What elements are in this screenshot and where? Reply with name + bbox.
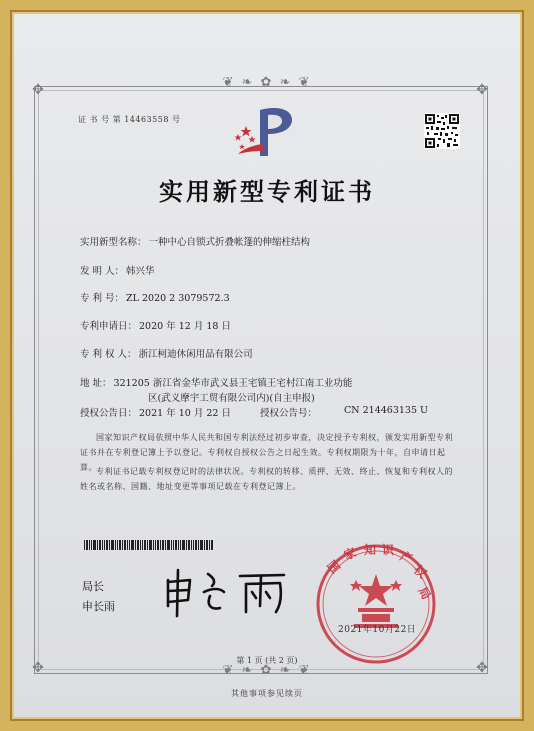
- svg-text:家: 家: [341, 545, 359, 563]
- field-patent-no-label: 专 利 号：: [80, 293, 125, 304]
- field-filing-date-value: 2020 年 12 月 18 日: [139, 321, 231, 332]
- field-holder-value: 浙江柯迪休闲用品有限公司: [138, 349, 253, 360]
- field-grant-label: 授权公告日：: [80, 408, 138, 419]
- footer-note: 其他事项参见续页: [231, 689, 303, 698]
- svg-text:国: 国: [324, 557, 344, 577]
- corner-ornament-icon: ✥: [32, 660, 44, 676]
- field-name-row: [80, 234, 310, 248]
- corner-ornament-icon: ✥: [476, 82, 488, 98]
- ornament-bottom: ❦ ❧ ✿ ❧ ❦: [222, 663, 312, 678]
- field-grant-no-value: CN 214463135 U: [344, 405, 429, 416]
- director-title-label: 局长: [82, 580, 104, 593]
- field-patent-no-value: ZL 2020 2 3079572.3: [126, 293, 230, 304]
- svg-text:识: 识: [382, 543, 395, 557]
- paragraph-legal-status: 专利证书记载专利权登记时的法律状况。专利权的转移、质押、无效、终止、恢复和专利权人的姓名或名称、国籍、地址变更等事项记载在专利登记簿上。: [80, 467, 453, 491]
- field-inventor-label: 发 明 人：: [80, 266, 125, 277]
- field-address-row: [80, 375, 352, 389]
- field-filing-date-row: [80, 318, 231, 332]
- field-address-line1: 321205 浙江省金华市武义县王宅镇王宅村江南工业功能: [113, 378, 353, 389]
- field-address-line2: 区(武义摩宇工贸有限公司内)(自主申报): [148, 393, 315, 404]
- svg-text:产: 产: [397, 548, 415, 567]
- field-patent-no-row: [80, 290, 230, 304]
- field-holder-label: 专 利 权 人：: [80, 349, 137, 360]
- field-inventor-value: 韩兴华: [126, 266, 155, 277]
- svg-text:知: 知: [364, 543, 377, 557]
- certificate-number: 证 书 号 第 14463558 号: [78, 115, 181, 124]
- field-name-label: 实用新型名称：: [80, 237, 147, 248]
- seal-date: 2021年10月22日: [338, 625, 417, 635]
- qr-code-icon: [424, 113, 460, 149]
- field-filing-date-label: 专利申请日：: [80, 321, 138, 332]
- field-inventor-row: [80, 263, 155, 277]
- field-grant-row: [80, 405, 429, 419]
- handwritten-signature: [160, 566, 290, 618]
- svg-text:局: 局: [415, 584, 434, 602]
- page-number: 第 1 页 (共 2 页): [236, 656, 298, 665]
- cnipa-logo-icon: [232, 104, 298, 164]
- field-address-label: 地 址：: [80, 378, 112, 389]
- director-name-label: 申长雨: [82, 600, 115, 613]
- field-grant-no-label: 授权公告号：: [260, 408, 318, 419]
- barcode-icon: [84, 540, 214, 550]
- corner-ornament-icon: ✥: [476, 660, 488, 676]
- ornament-top: ❦ ❧ ✿ ❧ ❦: [222, 75, 312, 90]
- svg-text:权: 权: [411, 562, 430, 582]
- field-name-value: 一种中心自锁式折叠帐篷的伸缩柱结构: [148, 237, 311, 248]
- paragraph-grant-notice: 国家知识产权局依照中华人民共和国专利法经过初步审查，决定授予专利权，颁发实用新型专利证书并在专利登记簿上予以登记。专利权自授权公告之日起生效。专利权期限为十年，自申请日起算。: [80, 433, 453, 472]
- certificate-title: 实用新型专利证书: [159, 177, 375, 206]
- field-holder-row: [80, 346, 253, 360]
- official-seal-icon: [312, 540, 440, 668]
- field-grant-value: 2021 年 10 月 22 日: [139, 408, 231, 419]
- corner-ornament-icon: ✥: [32, 82, 44, 98]
